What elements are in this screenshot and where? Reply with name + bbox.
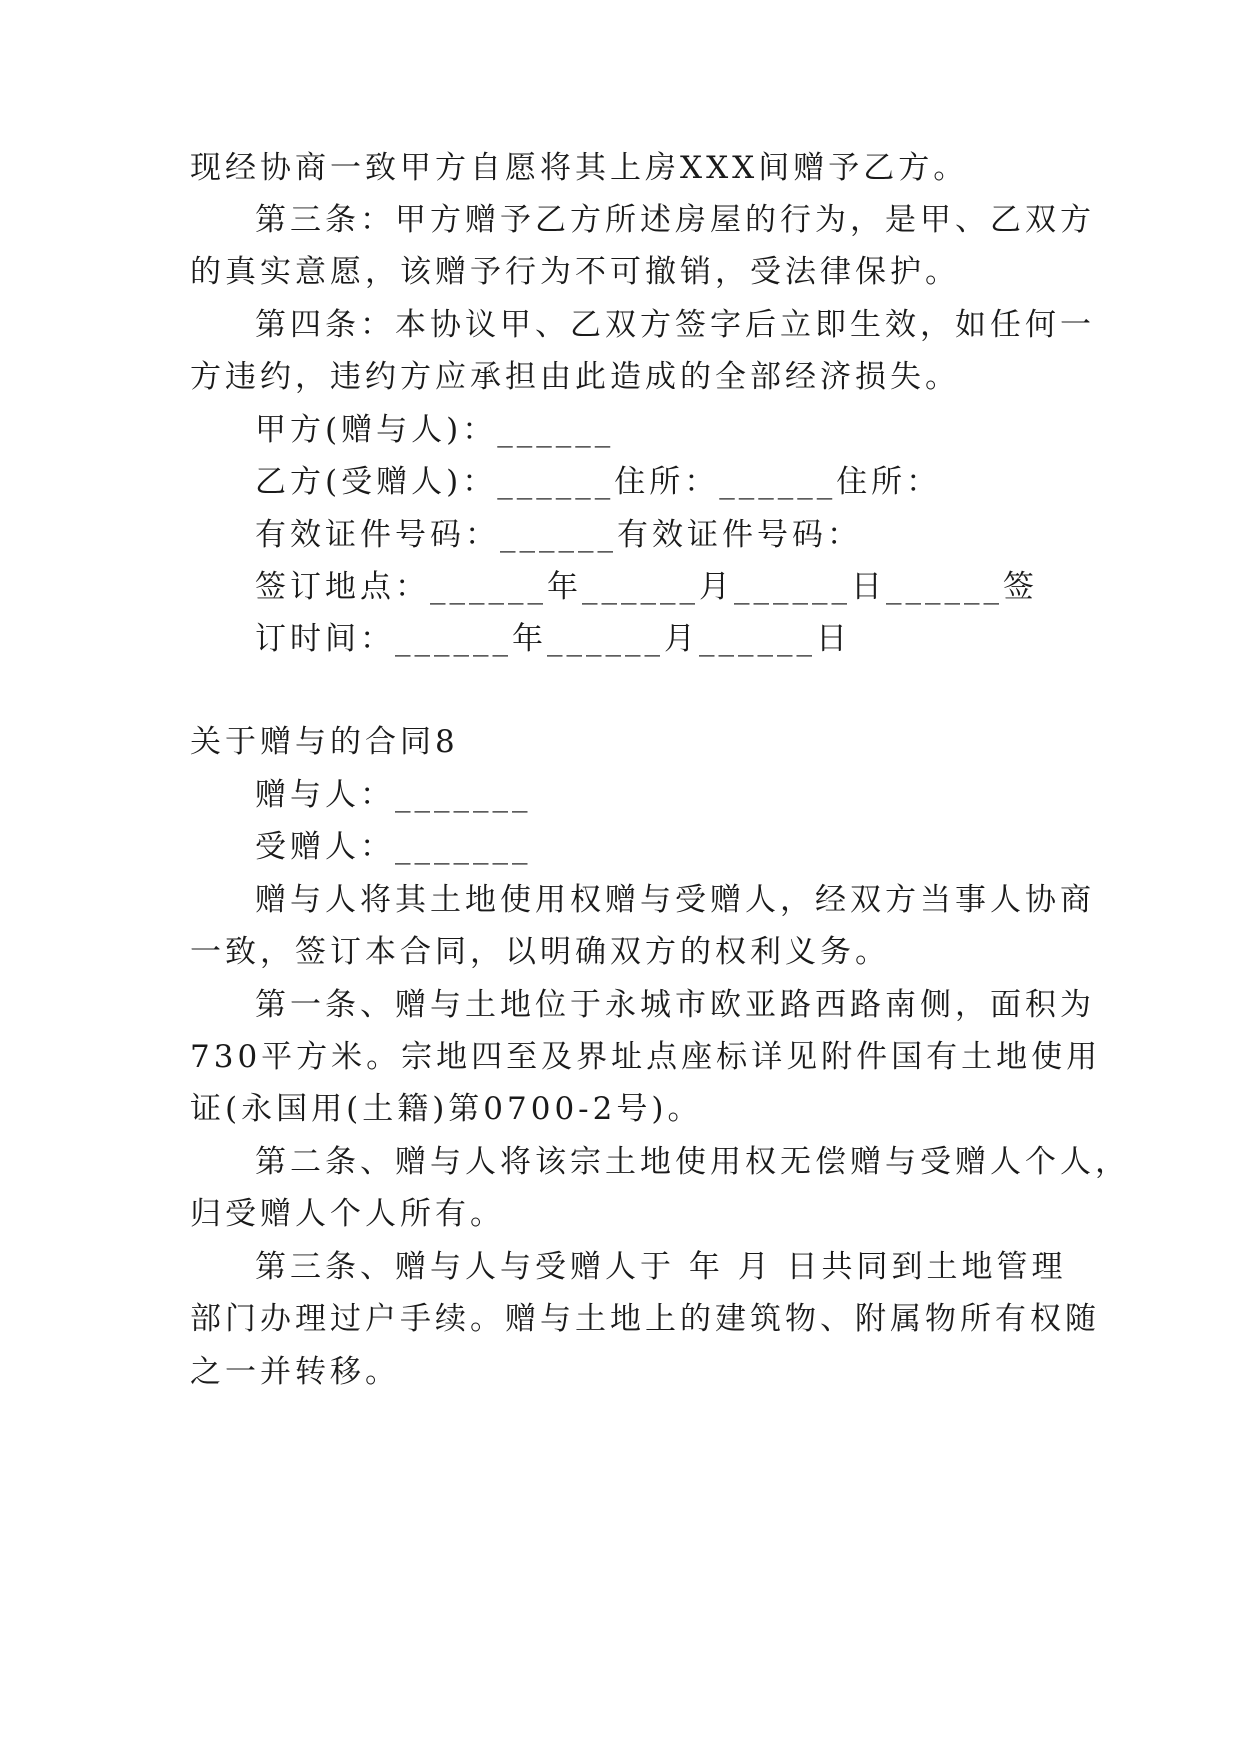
id-number-field: 有效证件号码：______有效证件号码： [255, 517, 862, 553]
article-four-line: 第四条：本协议甲、乙双方签字后立即生效，如任何一 [255, 307, 1095, 343]
paragraph-line: 的真实意愿，该赠予行为不可撤销，受法律保护。 [190, 254, 960, 290]
paragraph-line: 一致，签订本合同，以明确双方的权利义务。 [190, 934, 890, 970]
paragraph-line: 证(永国用(土籍)第0700-2号)。 [190, 1091, 703, 1127]
preamble-line: 赠与人将其土地使用权赠与受赠人，经双方当事人协商 [255, 882, 1095, 918]
donee-field: 受赠人：_______ [255, 829, 532, 865]
paragraph-line: 方违约，违约方应承担由此造成的全部经济损失。 [190, 359, 960, 395]
paragraph-line: 部门办理过户手续。赠与土地上的建筑物、附属物所有权随 [190, 1301, 1100, 1337]
paragraph-line: 现经协商一致甲方自愿将其上房XXX间赠予乙方。 [190, 150, 969, 186]
paragraph-line: 归受赠人个人所有。 [190, 1196, 505, 1232]
article-two-line: 第二条、赠与人将该宗土地使用权无偿赠与受赠人个人， [255, 1144, 1130, 1180]
article-three-line: 第三条：甲方赠予乙方所述房屋的行为，是甲、乙双方 [255, 202, 1095, 238]
article-three-line: 第三条、赠与人与受赠人于 年 月 日共同到土地管理 [255, 1249, 1067, 1285]
paragraph-line: 之一并转移。 [190, 1354, 400, 1390]
paragraph-line: 730平方米。宗地四至及界址点座标详见附件国有土地使用 [190, 1039, 1102, 1075]
article-one-line: 第一条、赠与土地位于永城市欧亚路西路南侧，面积为 [255, 987, 1095, 1023]
contract-title: 关于赠与的合同8 [190, 724, 459, 760]
donor-field: 赠与人：_______ [255, 777, 532, 813]
signing-time-field: 订时间：______年______月______日 [255, 621, 851, 657]
party-b-field: 乙方(受赠人)：______住所：______住所： [255, 464, 942, 500]
party-a-field: 甲方(赠与人)：______ [255, 412, 615, 448]
signing-place-field: 签订地点：______年______月______日______签 [255, 569, 1038, 605]
